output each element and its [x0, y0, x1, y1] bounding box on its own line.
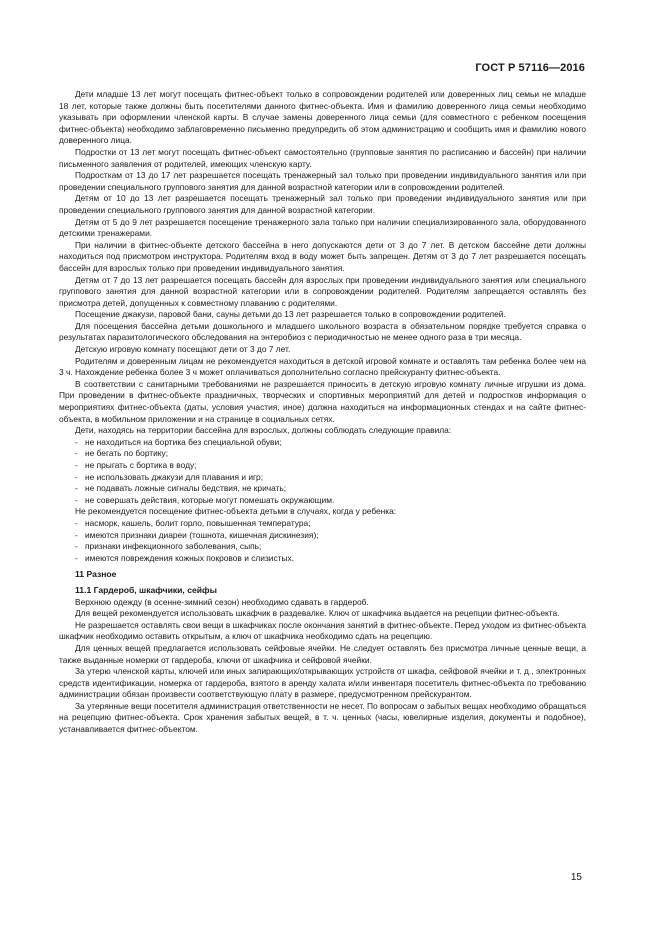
paragraph: Подростки от 13 лет могут посещать фитнес-объект самостоятельно (групповые занятия по расписанию и бассейн) при наличии письменного заявления от родителей, имеющих членскую карту.	[59, 146, 586, 169]
paragraph: Дети, находясь на территории бассейна для взрослых, должны соблюдать следующие правила:	[75, 425, 452, 436]
paragraph: При наличии в фитнес-объекте детского бассейна в него допускаются дети от 3 до 7 лет. В детском бассейне дети должны находиться под присмотром инструктора. Родителям вход в воду может быть запрещен. Детям от 3 до 7 лет разрешается посещать бассейн для взрослых только при проведении индивидуального занятия.	[59, 239, 586, 273]
paragraph: Верхнюю одежду (в осенне-зимний сезон) необходимо сдавать в гардероб.	[75, 596, 369, 607]
list-item-text: не использовать джакузи для плавания и игр;	[85, 471, 264, 482]
list-item-text: не подавать ложные сигналы бедствия, не кричать;	[85, 483, 287, 494]
list-item	[59, 460, 586, 472]
paragraph: Не рекомендуется посещение фитнес-объекта детьми в случаях, когда у ребенка:	[75, 506, 397, 517]
paragraph: Не разрешается оставлять свои вещи в шкафчиках после окончания занятий в фитнес-объекте. Перед уходом из фитнес-объекта шкафчик необходимо оставить открытым, а ключ от шкафчика необходимо сдать на рецепцию.	[59, 619, 586, 642]
list-item-text: не находиться на бортика без специальной обуви;	[85, 436, 282, 447]
paragraph: Для посещения бассейна детьми дошкольного и младшего школьного возраста в обязательном порядке требуется справка о результатах паразитологического обследования на энтеробиоз с периодичностью не менее одного раза в три месяца.	[59, 320, 586, 343]
paragraph: Детям от 5 до 9 лет разрешается посещение тренажерного зала только при наличии специализированного зала, оборудованного детскими тренажерами.	[59, 216, 586, 239]
list-item	[59, 472, 586, 484]
list-item	[59, 437, 586, 449]
list-item-text: признаки инфекционного заболевания, сыпь;	[85, 541, 262, 552]
list-item	[59, 483, 586, 495]
list-item	[59, 541, 586, 553]
list-item-text: не прыгать с бортика в воду;	[85, 460, 197, 470]
list-item	[59, 553, 586, 565]
paragraph: Подросткам от 13 до 17 лет разрешается посещать тренажерный зал только при проведении индивидуального занятия или при проведении специального группового занятия для данной возрастной категории или в сопровождении родителей.	[59, 170, 586, 192]
subsection-heading: 11.1 Гардероб, шкафчики, сейфы	[75, 584, 217, 595]
paragraph: Детскую игровую комнату посещают дети от 3 до 7 лет.	[75, 344, 291, 355]
paragraph: Детям от 10 до 13 лет разрешается посещать тренажерный зал только при проведении индивидуального занятия или при проведении специального группового занятия для данной возрастной категории.	[59, 193, 586, 215]
list-item-text: имеются повреждения кожных покровов и слизистых.	[85, 552, 295, 563]
list-item-text: не совершать действия, которые могут помешать окружающим.	[85, 494, 335, 505]
document-header: ГОСТ Р 57116—2016	[475, 62, 585, 74]
list-item-text: имеются признаки диареи (тошнота, кишечная дискинезия);	[85, 529, 319, 540]
paragraph: Для ценных вещей предлагается использовать сейфовые ячейки. Не следует оставлять без присмотра личные ценные вещи, а также выданные номерки от гардероба, ключи от шкафчика и сейфовой ячейки.	[59, 642, 586, 665]
list-item	[59, 448, 586, 460]
list-item	[59, 530, 586, 542]
page-content	[59, 89, 586, 736]
paragraph: Дети младше 13 лет могут посещать фитнес-объект только в сопровождении родителей или доверенных лиц семьи не младше 18 лет, которые также должны быть посетителями данного фитнес-объекта. Имя и фамилию доверенного лица семьи необходимо указывать при оформлении членской карты. В случае замены доверенного лица семьи (для совместного с ребенком посещения фитнес-объекта) необходимо заблаговременно письменно предупредить об этом администрацию и сообщить имя и фамилию нового доверенного лица.	[59, 89, 586, 146]
paragraph: За утерю членской карты, ключей или иных запирающих/открывающих устройств от шкафа, сейфовой ячейки и т. д., электронных средств идентификации, номерка от гардероба, взятого в аренду халата и/или инвентаря посетитель фитнес-объекта по требованию администрации обязан произвести соответствующую плату в размере, предусмотренном прейскурантом.	[59, 666, 586, 700]
paragraph: Детям от 7 до 13 лет разрешается посещать бассейн для взрослых при проведении индивидуального занятия или специального группового занятия для данной возрастной категории или в сопровождении родителей. Родителям запрещается оставлять без присмотра детей, допущенных к совместному плаванию с родителями.	[59, 274, 586, 308]
paragraph: Для вещей рекомендуется использовать шкафчик в раздевалке. Ключ от шкафчика выдается на рецепции фитнес-объекта.	[75, 608, 560, 619]
list-item-text: не бегать по бортику;	[85, 448, 169, 459]
paragraph: Посещение джакузи, паровой бани, сауны детьми до 13 лет разрешается только в сопровождении родителей.	[75, 309, 506, 320]
section-heading: 11 Разное	[75, 569, 117, 580]
paragraph: В соответствии с санитарными требованиями не разрешается приносить в детскую игровую комнату личные игрушки из дома. При проведении в фитнес-объекте праздничных, творческих и спортивных мероприятий для детей и подростков информация о мероприятиях фитнес-объекта (даты, условия участия, иное) должна находиться на информационных стендах и на сайте фитнес-объекта, в мобильном приложении и на странице в социальных сетях.	[59, 378, 586, 424]
paragraph: За утерянные вещи посетителя администрация ответственности не несет. По вопросам о забытых вещах необходимо обращаться на рецепцию фитнес-объекта. Срок хранения забытых вещей, в т. ч. ценных (часы, ювелирные изделия, документы и подобное), устанавливается фитнес-объектом.	[59, 700, 586, 735]
paragraph: Родителям и доверенным лицам не рекомендуется находиться в детской игровой комнате и оставлять там ребенка более чем на 3 ч. Нахождение ребенка более 3 ч может оплачиваться дополнительно согласно прейскуранту фитнес-объекта.	[59, 355, 586, 378]
page-number: 15	[570, 872, 582, 883]
list-item-text: насморк, кашель, болит горло, повышенная температура;	[85, 517, 311, 528]
list-item	[59, 518, 586, 530]
list-item	[59, 495, 586, 507]
